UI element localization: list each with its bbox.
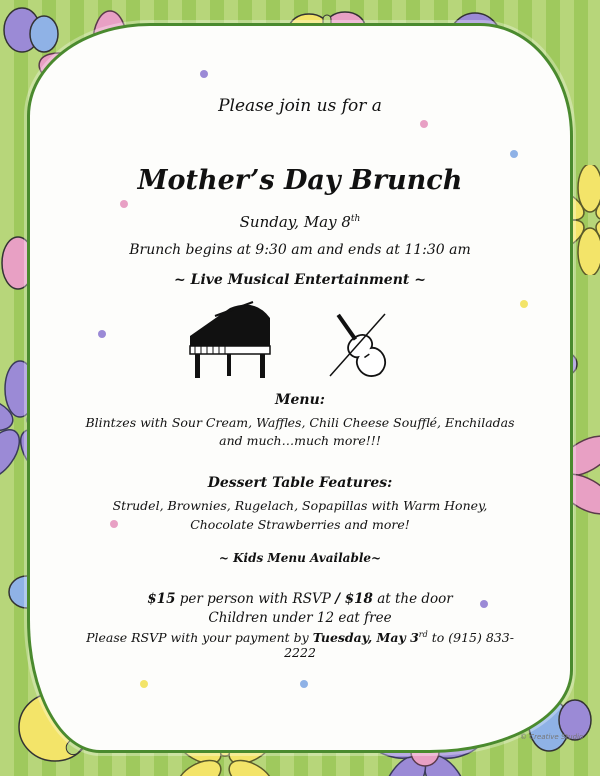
- menu-items: [80, 414, 520, 450]
- dessert-items: [80, 496, 520, 534]
- dessert-line: Chocolate Strawberries and more!: [190, 517, 410, 532]
- confetti-dot: [520, 300, 528, 308]
- intro-text: Please join us for a: [218, 96, 382, 116]
- menu-line: and much…much more!!!: [219, 433, 381, 448]
- children-note: Children under 12 eat free: [208, 610, 392, 626]
- event-title: Mother’s Day Brunch: [137, 165, 463, 196]
- rsvp-line: Please RSVP with your payment by Tuesday, May 3rd to (915) 833-2222: [86, 630, 514, 661]
- kids-menu-note: ~ Kids Menu Available~: [218, 551, 382, 565]
- event-date: Sunday, May 8th: [239, 213, 361, 231]
- artist-credit: © Creative Studio: [520, 733, 584, 741]
- instruments-illustration: [80, 296, 520, 388]
- violin-icon: [325, 306, 395, 386]
- price-line: $15 per person with RSVP / $18 at the door: [147, 591, 453, 607]
- invitation-content: [80, 0, 520, 776]
- event-times: Brunch begins at 9:30 am and ends at 11:30 am: [129, 242, 471, 258]
- pricing-info: [80, 590, 520, 628]
- dessert-line: Strudel, Brownies, Rugelach, Sopapillas with Warm Honey,: [112, 498, 488, 513]
- dessert-heading: Dessert Table Features:: [207, 475, 393, 491]
- entertainment-line: ~ Live Musical Entertainment ~: [174, 272, 426, 288]
- grand-piano-icon: [185, 298, 275, 383]
- menu-line: Blintzes with Sour Cream, Waffles, Chili Cheese Soufflé, Enchiladas: [85, 415, 515, 430]
- menu-heading: Menu:: [275, 392, 325, 408]
